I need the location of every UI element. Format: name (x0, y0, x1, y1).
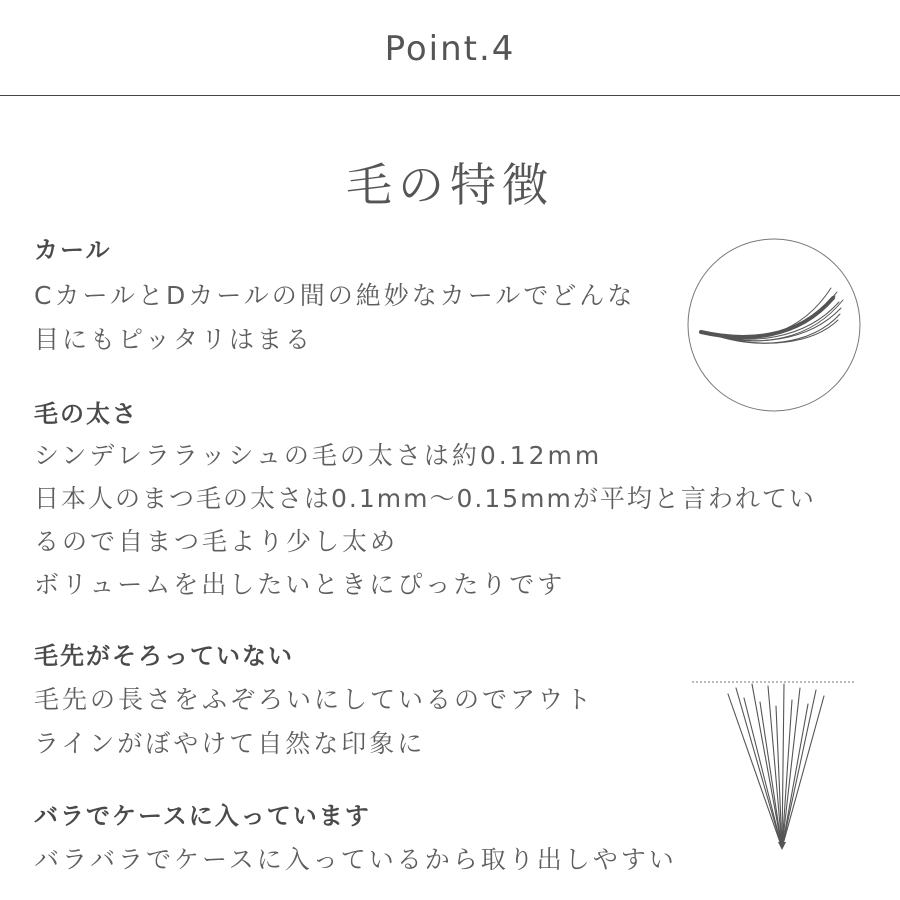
lash-curl-circle-illustration (685, 236, 863, 414)
page-title: 毛の特徴 (346, 157, 554, 212)
section-heading-curl: カール (34, 236, 112, 264)
case-text-line-1: バラバラでケースに入っているから取り出しやすい (34, 845, 677, 874)
curl-text-line-1: CカールとDカールの間の絶妙なカールでどんな (34, 281, 636, 310)
thickness-text-line-4: ボリュームを出したいときにぴったりです (34, 570, 566, 599)
curl-text-line-2: 目にもピッタリはまる (34, 325, 314, 354)
tips-text-line-1: 毛先の長さをふぞろいにしているのでアウト (34, 685, 595, 714)
header (0, 0, 900, 96)
section-heading-thickness: 毛の太さ (34, 400, 138, 428)
point-label: Point.4 (384, 28, 516, 69)
section-heading-loose-case: バラでケースに入っています (34, 802, 371, 830)
thickness-text-line-3: るので自まつ毛より少し太め (34, 527, 399, 556)
thickness-text-line-1: シンデレララッシュの毛の太さは約0.12mm (34, 441, 603, 470)
tips-text-line-2: ラインがぼやけて自然な印象に (34, 729, 426, 758)
section-heading-uneven-tips: 毛先がそろっていない (34, 642, 294, 670)
lash-fan-illustration (690, 676, 860, 856)
thickness-text-line-2: 日本人のまつ毛の太さは0.1mm〜0.15mmが平均と言われてい (34, 484, 816, 513)
